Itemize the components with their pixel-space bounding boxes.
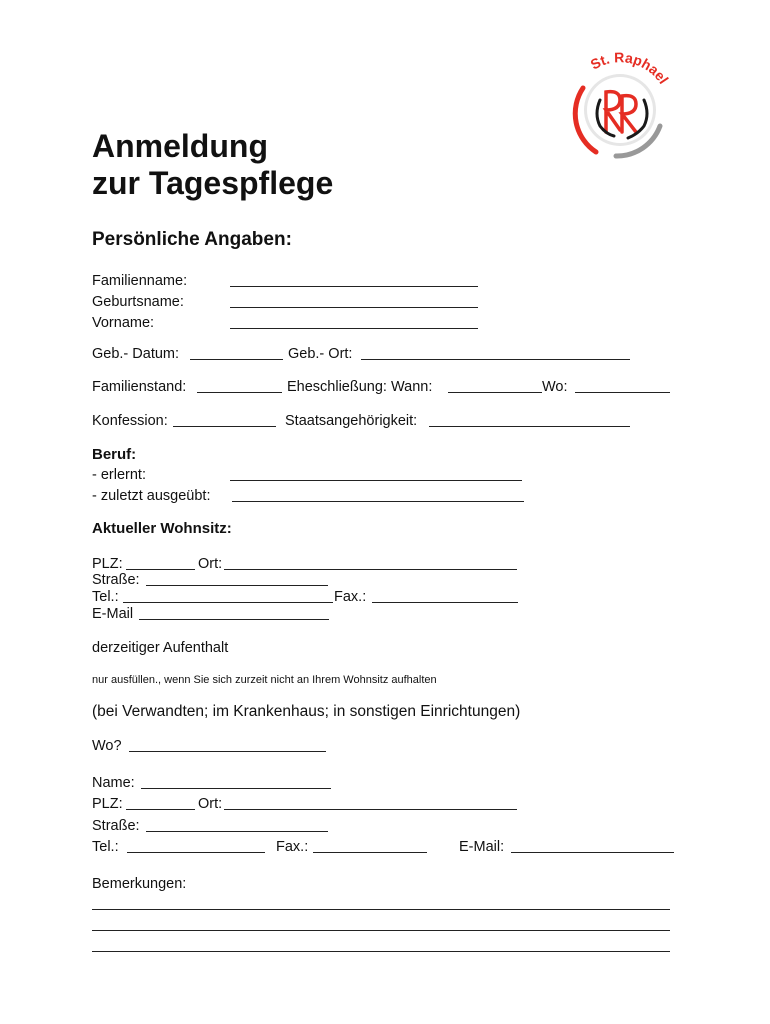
field-familienname[interactable] <box>230 286 478 287</box>
label-aufenthalt-fax: Fax.: <box>276 839 309 855</box>
section-heading-personal: Persönliche Angaben: <box>92 229 292 250</box>
field-aufenthalt-strasse[interactable] <box>146 831 328 832</box>
label-wohnsitz-fax: Fax.: <box>334 589 367 605</box>
field-staatsangehoerigkeit[interactable] <box>429 426 630 427</box>
label-eheschliessung-wo: Wo: <box>542 379 568 395</box>
label-aufenthalt-plz: PLZ: <box>92 796 123 812</box>
label-wohnsitz-plz: PLZ: <box>92 556 123 572</box>
field-bemerkungen-line-1[interactable] <box>92 909 670 910</box>
field-aufenthalt-name[interactable] <box>141 788 331 789</box>
field-aufenthalt-wo[interactable] <box>129 751 326 752</box>
field-aufenthalt-tel[interactable] <box>127 852 265 853</box>
st-raphael-logo <box>556 48 680 162</box>
field-konfession[interactable] <box>173 426 276 427</box>
title-line-2: zur Tagespflege <box>92 165 334 201</box>
section-heading-bemerkungen: Bemerkungen: <box>92 876 187 892</box>
field-geb-datum[interactable] <box>190 359 283 360</box>
label-geb-datum: Geb.- Datum: <box>92 346 180 362</box>
field-vorname[interactable] <box>230 328 478 329</box>
label-beruf-erlernt: - erlernt: <box>92 467 146 483</box>
field-beruf-zuletzt[interactable] <box>232 501 524 502</box>
aufenthalt-examples: (bei Verwandten; im Krankenhaus; in sonstigen Einrichtungen) <box>92 703 521 720</box>
label-aufenthalt-name: Name: <box>92 775 135 791</box>
field-aufenthalt-plz[interactable] <box>126 809 195 810</box>
label-familienname: Familienname: <box>92 273 188 289</box>
logo-text: St. Raphael <box>587 49 672 87</box>
aufenthalt-hint: nur ausfüllen., wenn Sie sich zurzeit nicht an Ihrem Wohnsitz aufhalten <box>92 674 437 686</box>
field-wohnsitz-ort[interactable] <box>224 569 517 570</box>
field-wohnsitz-plz[interactable] <box>126 569 195 570</box>
label-aufenthalt-email: E-Mail: <box>459 839 505 855</box>
field-eheschliessung-wo[interactable] <box>575 392 670 393</box>
label-wohnsitz-strasse: Straße: <box>92 572 140 588</box>
label-familienstand: Familienstand: <box>92 379 187 395</box>
section-heading-aufenthalt: derzeitiger Aufenthalt <box>92 640 229 656</box>
field-bemerkungen-line-2[interactable] <box>92 930 670 931</box>
label-beruf-zuletzt: - zuletzt ausgeübt: <box>92 488 211 504</box>
label-wohnsitz-tel: Tel.: <box>92 589 119 605</box>
label-aufenthalt-ort: Ort: <box>198 796 223 812</box>
field-familienstand[interactable] <box>197 392 282 393</box>
label-staatsangehoerigkeit: Staatsangehörigkeit: <box>285 413 418 429</box>
label-aufenthalt-wo: Wo? <box>92 738 122 754</box>
label-aufenthalt-strasse: Straße: <box>92 818 140 834</box>
field-wohnsitz-strasse[interactable] <box>146 585 328 586</box>
section-heading-beruf: Beruf: <box>92 446 137 463</box>
field-geburtsname[interactable] <box>230 307 478 308</box>
field-aufenthalt-ort[interactable] <box>224 809 517 810</box>
field-eheschliessung-wann[interactable] <box>448 392 542 393</box>
field-wohnsitz-fax[interactable] <box>372 602 518 603</box>
field-geb-ort[interactable] <box>361 359 630 360</box>
label-wohnsitz-ort: Ort: <box>198 556 223 572</box>
field-aufenthalt-fax[interactable] <box>313 852 427 853</box>
field-wohnsitz-tel[interactable] <box>123 602 333 603</box>
label-geburtsname: Geburtsname: <box>92 294 184 310</box>
label-konfession: Konfession: <box>92 413 168 429</box>
label-eheschliessung-wann: Eheschließung: Wann: <box>287 379 433 395</box>
field-bemerkungen-line-3[interactable] <box>92 951 670 952</box>
field-beruf-erlernt[interactable] <box>230 480 522 481</box>
label-aufenthalt-tel: Tel.: <box>92 839 119 855</box>
label-geb-ort: Geb.- Ort: <box>288 346 353 362</box>
title-line-1: Anmeldung <box>92 128 268 164</box>
section-heading-wohnsitz: Aktueller Wohnsitz: <box>92 520 232 537</box>
field-wohnsitz-email[interactable] <box>139 619 329 620</box>
label-wohnsitz-email: E-Mail <box>92 606 134 622</box>
label-vorname: Vorname: <box>92 315 155 331</box>
field-aufenthalt-email[interactable] <box>511 852 674 853</box>
